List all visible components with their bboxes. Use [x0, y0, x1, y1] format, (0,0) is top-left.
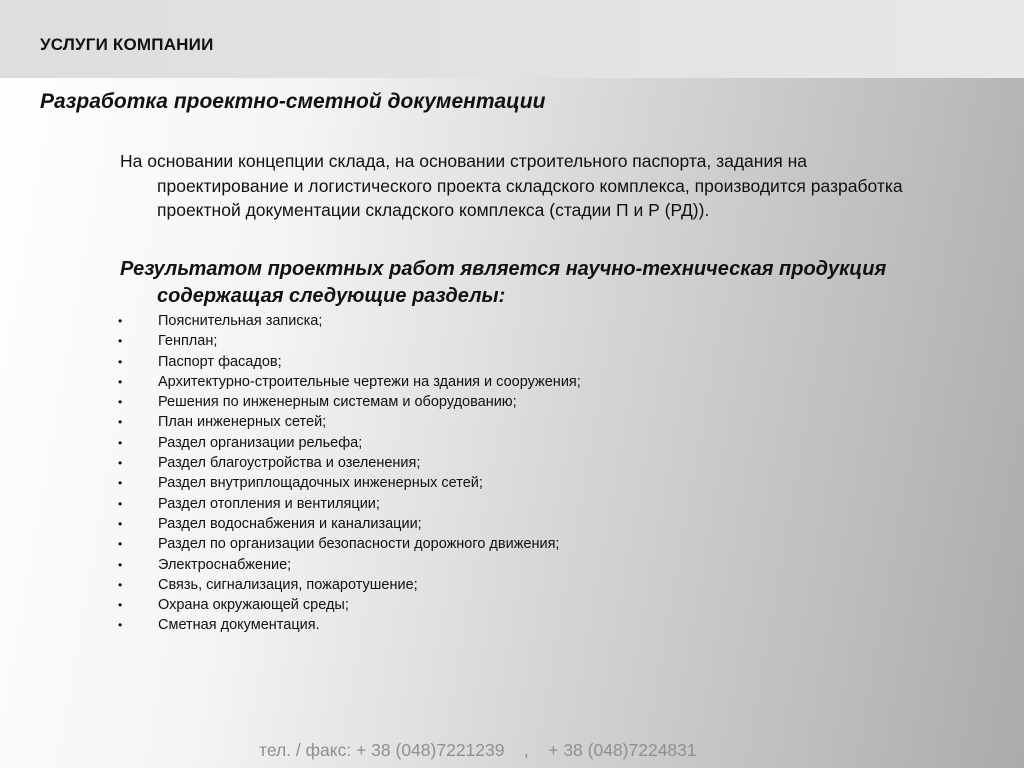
list-item: [118, 392, 581, 412]
list-item-text: Сметная документация.: [158, 617, 320, 634]
bullet-icon: •: [118, 557, 123, 572]
bullet-icon: •: [118, 537, 123, 552]
list-item: [118, 473, 581, 493]
intro-paragraph: [120, 149, 940, 223]
list-item-text: Архитектурно-строительные чертежи на здания и сооружения;: [158, 373, 581, 390]
list-item: [118, 352, 581, 372]
list-item-text: Раздел благоустройства и озеленения;: [158, 455, 421, 472]
list-item-text: Раздел организации рельефа;: [158, 434, 363, 451]
list-item-text: Раздел водоснабжения и канализации;: [158, 515, 422, 532]
bullet-icon: •: [118, 314, 123, 328]
list-item-text: Пояснительная записка;: [158, 313, 323, 329]
list-item: [118, 331, 581, 351]
list-item: [118, 555, 581, 575]
intro-text: На основании концепции склада, на основании строительного паспорта, задания на проектирование и логистического проекта складского комплекса, производится разработка проектной документации складского комплекса (стадии П и Р (РД)).: [120, 151, 903, 220]
list-item: [118, 575, 581, 595]
bullet-icon: •: [118, 456, 123, 471]
list-item: [118, 494, 581, 514]
results-heading-text: Результатом проектных работ является научно-техническая продукция содержащая следующие разделы:: [120, 258, 887, 307]
list-item: [118, 311, 581, 331]
list-item-text: Паспорт фасадов;: [158, 353, 282, 370]
bullet-icon: •: [118, 618, 123, 633]
list-item-text: Электроснабжение;: [158, 556, 292, 573]
list-item-text: Решения по инженерным системам и оборудованию;: [158, 394, 517, 411]
list-item: [118, 372, 581, 392]
bullet-icon: •: [118, 598, 123, 613]
list-item: [118, 412, 581, 432]
bullet-icon: •: [118, 577, 123, 592]
list-item-text: Охрана окружающей среды;: [158, 597, 349, 614]
bullet-icon: •: [118, 374, 123, 389]
list-item: [118, 534, 581, 554]
page-title: Разработка проектно-сметной документации: [40, 90, 546, 113]
bullet-icon: •: [118, 395, 123, 410]
list-item: [118, 615, 581, 635]
list-item-text: Связь, сигнализация, пожаротушение;: [158, 576, 418, 593]
list-item-text: План инженерных сетей;: [158, 414, 327, 431]
bullet-icon: •: [118, 354, 123, 369]
list-item: [118, 595, 581, 615]
list-item-text: Раздел внутриплощадочных инженерных сетей;: [158, 475, 483, 492]
list-item: [118, 433, 581, 453]
list-item-text: Генплан;: [158, 333, 218, 350]
bullet-icon: •: [118, 435, 123, 450]
bullet-icon: •: [118, 476, 123, 491]
list-item: [118, 453, 581, 473]
contact-info: тел. / факс: + 38 (048)7221239 , + 38 (048)7224831: [259, 740, 697, 760]
section-label: УСЛУГИ КОМПАНИИ: [40, 35, 214, 54]
sections-list: [118, 311, 581, 636]
results-heading: [120, 256, 940, 310]
list-item-text: Раздел по организации безопасности дорожного движения;: [158, 536, 560, 553]
list-item: [118, 514, 581, 534]
bullet-icon: •: [118, 496, 123, 511]
list-item-text: Раздел отопления и вентиляции;: [158, 495, 380, 512]
bullet-icon: •: [118, 415, 123, 430]
bullet-icon: •: [118, 516, 123, 531]
bullet-icon: •: [118, 334, 123, 349]
